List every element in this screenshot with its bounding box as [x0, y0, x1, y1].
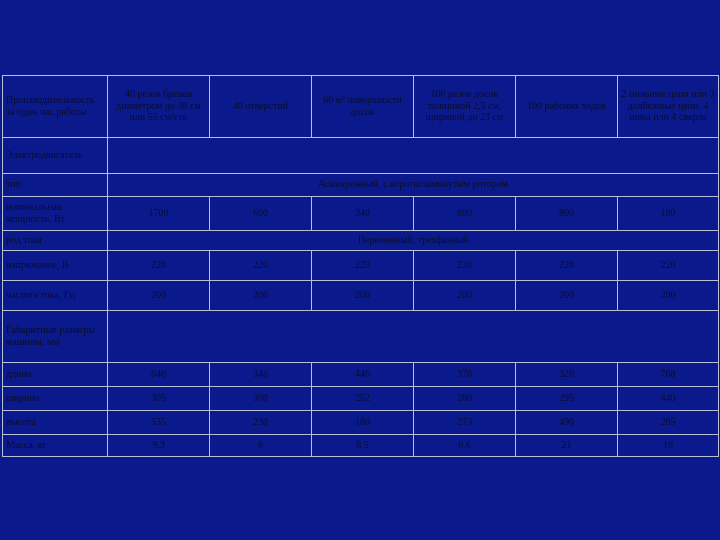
cell-value: 100 резов досок толщиной 2,5 см, шириной до 23 см — [414, 76, 516, 138]
row-performance — [3, 76, 719, 138]
cell-value: 490 — [516, 411, 618, 435]
cell-value: 800 — [414, 197, 516, 231]
row-voltage — [3, 251, 719, 281]
cell-value: 220 — [618, 251, 719, 281]
cell-value: 340 — [312, 197, 414, 231]
row-motor-section — [3, 138, 719, 174]
cell-value: 200 — [516, 281, 618, 311]
cell-value: 200 — [210, 281, 312, 311]
row-width — [3, 387, 719, 411]
row-label: тип — [3, 174, 108, 197]
cell-value: 2 пильные цепи или 3 долбежные цепи, 4 ножа или 4 сверла — [618, 76, 719, 138]
cell-value: 300 — [210, 387, 312, 411]
row-dimensions-section — [3, 311, 719, 363]
cell-value: 600 — [210, 197, 312, 231]
cell-value: 200 — [108, 281, 210, 311]
section-empty — [108, 138, 719, 174]
row-height — [3, 411, 719, 435]
cell-value: 535 — [108, 411, 210, 435]
cell-value: 252 — [312, 387, 414, 411]
row-label: род тока — [3, 231, 108, 251]
row-label: высота — [3, 411, 108, 435]
cell-value: 1700 — [108, 197, 210, 231]
row-label: длина — [3, 363, 108, 387]
cell-value: 9,3 — [108, 435, 210, 457]
cell-value: 6 — [210, 435, 312, 457]
cell-value: 200 — [618, 281, 719, 311]
row-label: номинальная мощность, Вт — [3, 197, 108, 231]
row-label: частота тока, Гц — [3, 281, 108, 311]
cell-value: 446 — [312, 363, 414, 387]
cell-value: 378 — [414, 363, 516, 387]
cell-value: 180 — [618, 197, 719, 231]
cell-value: 16 — [618, 435, 719, 457]
cell-value: 265 — [618, 411, 719, 435]
cell-value: 60 м² поверхности досок — [312, 76, 414, 138]
cell-value: 100 рабочих ходов — [516, 76, 618, 138]
spec-table — [2, 75, 719, 457]
cell-value: 180 — [312, 411, 414, 435]
section-empty — [108, 311, 719, 363]
cell-value: 200 — [414, 281, 516, 311]
spanned-value: Переменный, трехфазный — [108, 231, 719, 251]
cell-value: 220 — [108, 251, 210, 281]
row-frequency — [3, 281, 719, 311]
cell-value: 230 — [210, 411, 312, 435]
cell-value: 320 — [516, 363, 618, 387]
cell-value: 280 — [414, 387, 516, 411]
row-length — [3, 363, 719, 387]
row-type — [3, 174, 719, 197]
cell-value: 768 — [618, 363, 719, 387]
cell-value: 220 — [414, 251, 516, 281]
cell-value: 21 — [516, 435, 618, 457]
cell-value: 346 — [210, 363, 312, 387]
cell-value: 40 отверстий — [210, 76, 312, 138]
cell-value: 220 — [210, 251, 312, 281]
cell-value: 305 — [108, 387, 210, 411]
cell-value: 200 — [312, 281, 414, 311]
cell-value: 40 резов бревен диаметром до 38 см или 55 см/сек — [108, 76, 210, 138]
cell-value: 8,5 — [312, 435, 414, 457]
cell-value: 220 — [312, 251, 414, 281]
row-label: Производительность за один час работы — [3, 76, 108, 138]
section-label: Электродвигатель — [3, 138, 108, 174]
row-current — [3, 231, 719, 251]
cell-value: 440 — [618, 387, 719, 411]
cell-value: 273 — [414, 411, 516, 435]
row-label: ширина — [3, 387, 108, 411]
spanned-value: Асинхронный, с короткозамкнутым ротором — [108, 174, 719, 197]
cell-value: 640 — [108, 363, 210, 387]
row-power — [3, 197, 719, 231]
row-label: напряжение, В — [3, 251, 108, 281]
cell-value: 295 — [516, 387, 618, 411]
cell-value: 800 — [516, 197, 618, 231]
section-label: Габаритные размеры машины, мм — [3, 311, 108, 363]
row-mass — [3, 435, 719, 457]
cell-value: 220 — [516, 251, 618, 281]
row-label: Масса, кг — [3, 435, 108, 457]
cell-value: 6,6 — [414, 435, 516, 457]
